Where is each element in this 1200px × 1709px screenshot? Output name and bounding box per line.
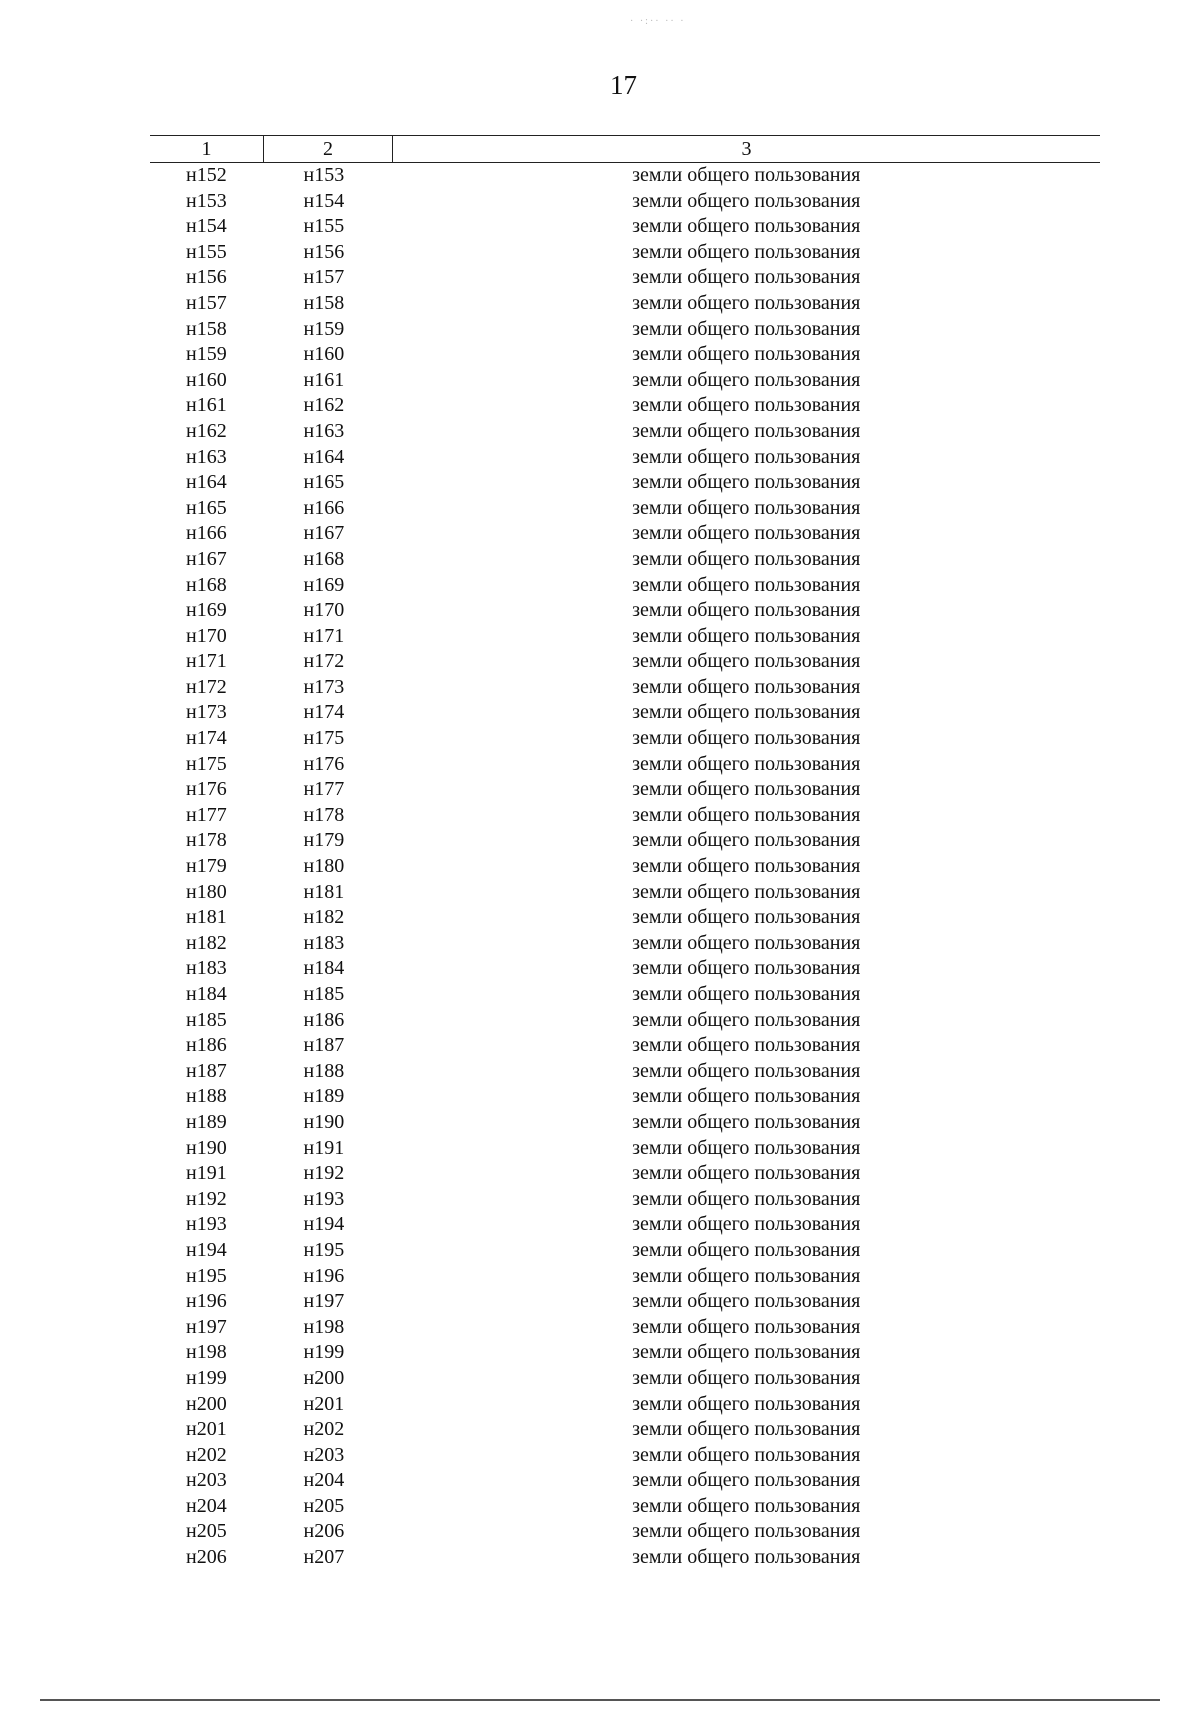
from-point-cell: н178 xyxy=(186,829,227,852)
to-point-cell: н169 xyxy=(303,573,345,596)
from-point-cell: н165 xyxy=(186,496,227,519)
description-cell: земли общего пользования xyxy=(632,394,861,417)
table-row xyxy=(150,777,1100,803)
to-point-cell: н167 xyxy=(303,522,345,545)
table-row xyxy=(150,496,1100,522)
from-point-cell: н206 xyxy=(186,1546,227,1569)
to-point-cell: н175 xyxy=(303,727,345,750)
description-cell: земли общего пользования xyxy=(632,1366,861,1389)
to-point-cell: н157 xyxy=(303,266,345,289)
table-row xyxy=(150,445,1100,471)
description-cell: земли общего пользования xyxy=(632,547,861,570)
description-cell: земли общего пользования xyxy=(632,471,861,494)
table-row xyxy=(150,573,1100,599)
description-cell: земли общего пользования xyxy=(632,727,861,750)
table-row xyxy=(150,1494,1100,1520)
description-cell: земли общего пользования xyxy=(632,1418,861,1441)
to-point-cell: н186 xyxy=(303,1008,345,1031)
table-row xyxy=(150,1008,1100,1034)
description-cell: земли общего пользования xyxy=(632,573,861,596)
from-point-cell: н201 xyxy=(186,1418,227,1441)
table-row xyxy=(150,1392,1100,1418)
description-cell: земли общего пользования xyxy=(632,931,861,954)
to-point-cell: н153 xyxy=(303,164,345,186)
description-cell: земли общего пользования xyxy=(632,522,861,545)
description-cell: земли общего пользования xyxy=(632,419,861,442)
to-point-cell: н182 xyxy=(303,906,345,929)
from-point-cell: н169 xyxy=(186,599,227,622)
to-point-cell: н166 xyxy=(303,496,345,519)
table-row xyxy=(150,419,1100,445)
table-row xyxy=(150,317,1100,343)
from-point-cell: н160 xyxy=(186,368,227,391)
table-row xyxy=(150,547,1100,573)
to-point-cell: н161 xyxy=(303,368,345,391)
from-point-cell: н200 xyxy=(186,1392,227,1415)
description-cell: земли общего пользования xyxy=(632,1392,861,1415)
from-point-cell: н175 xyxy=(186,752,227,775)
bottom-edge-line xyxy=(40,1699,1160,1701)
from-point-cell: н173 xyxy=(186,701,227,724)
description-cell: земли общего пользования xyxy=(632,1110,861,1133)
table-row xyxy=(150,1417,1100,1443)
description-cell: земли общего пользования xyxy=(632,1520,861,1543)
table-row xyxy=(150,1110,1100,1136)
table-row xyxy=(150,470,1100,496)
to-point-cell: н178 xyxy=(303,803,345,826)
from-point-cell: н179 xyxy=(186,855,227,878)
description-cell: земли общего пользования xyxy=(632,1469,861,1492)
to-point-cell: н196 xyxy=(303,1264,345,1287)
from-point-cell: н164 xyxy=(186,471,227,494)
description-cell: земли общего пользования xyxy=(632,1136,861,1159)
table-row xyxy=(150,1084,1100,1110)
from-point-cell: н170 xyxy=(186,624,227,647)
boundary-table xyxy=(150,135,1100,1571)
description-cell: земли общего пользования xyxy=(632,675,861,698)
to-point-cell: н197 xyxy=(303,1290,345,1313)
table-row xyxy=(150,265,1100,291)
table-row xyxy=(150,214,1100,240)
description-cell: земли общего пользования xyxy=(632,1443,861,1466)
description-cell: земли общего пользования xyxy=(632,1341,861,1364)
to-point-cell: н168 xyxy=(303,547,345,570)
page-number: 17 xyxy=(610,70,637,100)
description-cell: земли общего пользования xyxy=(632,240,861,263)
to-point-cell: н185 xyxy=(303,983,345,1005)
to-point-cell: н156 xyxy=(303,240,345,263)
to-point-cell: н181 xyxy=(303,880,345,903)
to-point-cell: н174 xyxy=(303,701,345,724)
description-cell: земли общего пользования xyxy=(632,880,861,903)
from-point-cell: н153 xyxy=(186,189,227,212)
from-point-cell: н192 xyxy=(186,1187,227,1210)
table-row xyxy=(150,189,1100,215)
to-point-cell: н192 xyxy=(303,1162,345,1185)
from-point-cell: н191 xyxy=(186,1162,227,1185)
table-row xyxy=(150,368,1100,394)
description-cell: земли общего пользования xyxy=(632,1059,861,1082)
description-cell: земли общего пользования xyxy=(632,291,861,314)
table-row xyxy=(150,1315,1100,1341)
description-cell: земли общего пользования xyxy=(632,1085,861,1108)
description-cell: земли общего пользования xyxy=(632,599,861,622)
table-row xyxy=(150,931,1100,957)
to-point-cell: н165 xyxy=(303,471,345,494)
table-row xyxy=(150,1443,1100,1469)
table-row xyxy=(150,649,1100,675)
from-point-cell: н202 xyxy=(186,1443,227,1466)
from-point-cell: н204 xyxy=(186,1494,227,1517)
table-row xyxy=(150,1519,1100,1545)
to-point-cell: н160 xyxy=(303,343,345,366)
from-point-cell: н166 xyxy=(186,522,227,545)
to-point-cell: н188 xyxy=(303,1059,345,1082)
table-row xyxy=(150,1033,1100,1059)
description-cell: земли общего пользования xyxy=(632,1162,861,1185)
description-cell: земли общего пользования xyxy=(632,957,861,980)
to-point-cell: н159 xyxy=(303,317,345,340)
description-cell: земли общего пользования xyxy=(632,778,861,801)
description-cell: земли общего пользования xyxy=(632,1546,861,1569)
description-cell: земли общего пользования xyxy=(632,1315,861,1338)
description-cell: земли общего пользования xyxy=(632,164,861,186)
from-point-cell: н193 xyxy=(186,1213,227,1236)
to-point-cell: н202 xyxy=(303,1418,345,1441)
column-header-3: 3 xyxy=(393,136,1101,163)
description-cell: земли общего пользования xyxy=(632,1187,861,1210)
description-cell: земли общего пользования xyxy=(632,189,861,212)
from-point-cell: н180 xyxy=(186,880,227,903)
from-point-cell: н162 xyxy=(186,419,227,442)
from-point-cell: н182 xyxy=(186,931,227,954)
table-row xyxy=(150,240,1100,266)
from-point-cell: н155 xyxy=(186,240,227,263)
from-point-cell: н156 xyxy=(186,266,227,289)
from-point-cell: н184 xyxy=(186,983,227,1005)
description-cell: земли общего пользования xyxy=(632,1264,861,1287)
column-header-1: 1 xyxy=(150,136,264,163)
table-row xyxy=(150,1136,1100,1162)
to-point-cell: н201 xyxy=(303,1392,345,1415)
description-cell: земли общего пользования xyxy=(632,803,861,826)
table-row xyxy=(150,1366,1100,1392)
description-cell: земли общего пользования xyxy=(632,752,861,775)
table-body xyxy=(150,163,1100,1571)
table-row xyxy=(150,1187,1100,1213)
from-point-cell: н183 xyxy=(186,957,227,980)
table-row xyxy=(150,675,1100,701)
to-point-cell: н171 xyxy=(303,624,345,647)
to-point-cell: н194 xyxy=(303,1213,345,1236)
to-point-cell: н203 xyxy=(303,1443,345,1466)
table-row xyxy=(150,1468,1100,1494)
table-row xyxy=(150,1161,1100,1187)
to-point-cell: н187 xyxy=(303,1034,345,1057)
from-point-cell: н186 xyxy=(186,1034,227,1057)
from-point-cell: н203 xyxy=(186,1469,227,1492)
to-point-cell: н164 xyxy=(303,445,345,468)
scan-artifact: · ·:·· ·· · xyxy=(630,16,686,27)
description-cell: земли общего пользования xyxy=(632,906,861,929)
description-cell: земли общего пользования xyxy=(632,624,861,647)
description-cell: земли общего пользования xyxy=(632,855,861,878)
description-cell: земли общего пользования xyxy=(632,829,861,852)
table-row xyxy=(150,828,1100,854)
to-point-cell: н200 xyxy=(303,1366,345,1389)
description-cell: земли общего пользования xyxy=(632,266,861,289)
description-cell: земли общего пользования xyxy=(632,343,861,366)
to-point-cell: н155 xyxy=(303,215,345,238)
table-row xyxy=(150,1238,1100,1264)
from-point-cell: н185 xyxy=(186,1008,227,1031)
from-point-cell: н172 xyxy=(186,675,227,698)
description-cell: земли общего пользования xyxy=(632,983,861,1005)
table-row xyxy=(150,393,1100,419)
to-point-cell: н183 xyxy=(303,931,345,954)
to-point-cell: н184 xyxy=(303,957,345,980)
table-row xyxy=(150,1545,1100,1571)
description-cell: земли общего пользования xyxy=(632,368,861,391)
from-point-cell: н198 xyxy=(186,1341,227,1364)
to-point-cell: н154 xyxy=(303,189,345,212)
table-row xyxy=(150,700,1100,726)
table-row xyxy=(150,598,1100,624)
table-row xyxy=(150,803,1100,829)
to-point-cell: н176 xyxy=(303,752,345,775)
from-point-cell: н189 xyxy=(186,1110,227,1133)
to-point-cell: н205 xyxy=(303,1494,345,1517)
table-row xyxy=(150,905,1100,931)
to-point-cell: н163 xyxy=(303,419,345,442)
to-point-cell: н158 xyxy=(303,291,345,314)
description-cell: земли общего пользования xyxy=(632,1213,861,1236)
to-point-cell: н198 xyxy=(303,1315,345,1338)
description-cell: земли общего пользования xyxy=(632,317,861,340)
to-point-cell: н173 xyxy=(303,675,345,698)
from-point-cell: н190 xyxy=(186,1136,227,1159)
from-point-cell: н161 xyxy=(186,394,227,417)
from-point-cell: н174 xyxy=(186,727,227,750)
table-row xyxy=(150,1264,1100,1290)
description-cell: земли общего пользования xyxy=(632,1238,861,1261)
from-point-cell: н188 xyxy=(186,1085,227,1108)
table-row xyxy=(150,854,1100,880)
description-cell: земли общего пользования xyxy=(632,701,861,724)
from-point-cell: н196 xyxy=(186,1290,227,1313)
description-cell: земли общего пользования xyxy=(632,1290,861,1313)
to-point-cell: н190 xyxy=(303,1110,345,1133)
from-point-cell: н168 xyxy=(186,573,227,596)
to-point-cell: н162 xyxy=(303,394,345,417)
description-cell: земли общего пользования xyxy=(632,1008,861,1031)
to-point-cell: н193 xyxy=(303,1187,345,1210)
from-point-cell: н163 xyxy=(186,445,227,468)
table-header-row xyxy=(150,136,1100,163)
from-point-cell: н152 xyxy=(186,164,227,186)
from-point-cell: н195 xyxy=(186,1264,227,1287)
table-row xyxy=(150,956,1100,982)
description-cell: земли общего пользования xyxy=(632,215,861,238)
table-row xyxy=(150,726,1100,752)
table-row xyxy=(150,752,1100,778)
to-point-cell: н195 xyxy=(303,1238,345,1261)
description-cell: земли общего пользования xyxy=(632,1494,861,1517)
from-point-cell: н181 xyxy=(186,906,227,929)
table-row xyxy=(150,1059,1100,1085)
description-cell: земли общего пользования xyxy=(632,650,861,673)
from-point-cell: н159 xyxy=(186,343,227,366)
from-point-cell: н171 xyxy=(186,650,227,673)
to-point-cell: н177 xyxy=(303,778,345,801)
to-point-cell: н206 xyxy=(303,1520,345,1543)
table-row xyxy=(150,1340,1100,1366)
to-point-cell: н204 xyxy=(303,1469,345,1492)
table-row xyxy=(150,342,1100,368)
from-point-cell: н157 xyxy=(186,291,227,314)
to-point-cell: н180 xyxy=(303,855,345,878)
to-point-cell: н191 xyxy=(303,1136,345,1159)
from-point-cell: н199 xyxy=(186,1366,227,1389)
table-row xyxy=(150,624,1100,650)
to-point-cell: н179 xyxy=(303,829,345,852)
from-point-cell: н187 xyxy=(186,1059,227,1082)
to-point-cell: н189 xyxy=(303,1085,345,1108)
to-point-cell: н199 xyxy=(303,1341,345,1364)
from-point-cell: н194 xyxy=(186,1238,227,1261)
table-row xyxy=(150,1289,1100,1315)
table-row xyxy=(150,291,1100,317)
table-row xyxy=(150,880,1100,906)
from-point-cell: н176 xyxy=(186,778,227,801)
from-point-cell: н197 xyxy=(186,1315,227,1338)
table-row xyxy=(150,982,1100,1008)
table-row xyxy=(150,521,1100,547)
description-cell: земли общего пользования xyxy=(632,1034,861,1057)
table-row xyxy=(150,163,1100,189)
from-point-cell: н167 xyxy=(186,547,227,570)
table-row xyxy=(150,1212,1100,1238)
from-point-cell: н154 xyxy=(186,215,227,238)
to-point-cell: н170 xyxy=(303,599,345,622)
description-cell: земли общего пользования xyxy=(632,496,861,519)
to-point-cell: н207 xyxy=(303,1546,345,1569)
to-point-cell: н172 xyxy=(303,650,345,673)
from-point-cell: н205 xyxy=(186,1520,227,1543)
from-point-cell: н177 xyxy=(186,803,227,826)
description-cell: земли общего пользования xyxy=(632,445,861,468)
column-header-2: 2 xyxy=(264,136,393,163)
from-point-cell: н158 xyxy=(186,317,227,340)
